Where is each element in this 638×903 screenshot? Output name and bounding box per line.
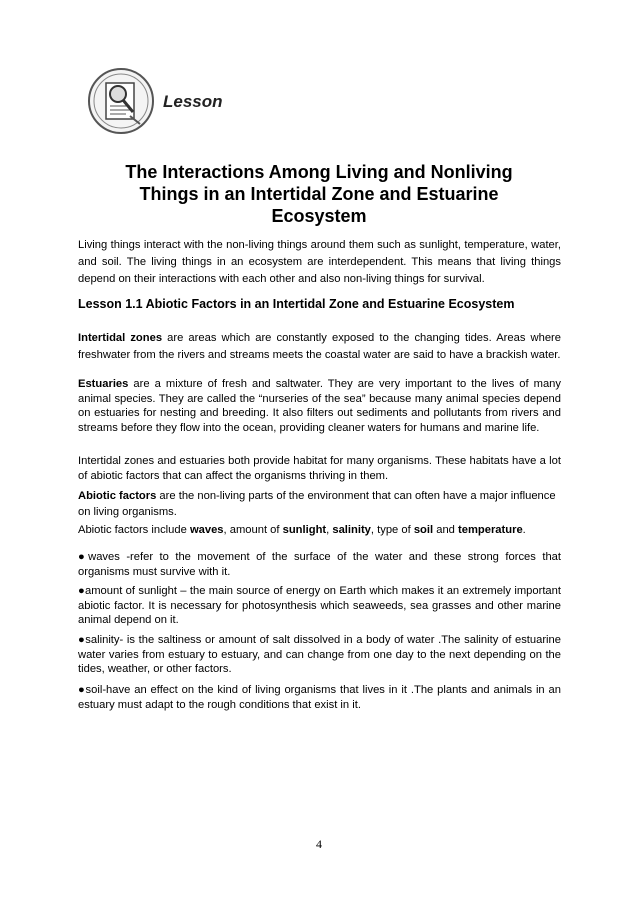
bullet-sunlight: ●amount of sunlight – the main source of energy on Earth which makes it an extremely important abiotic factor. It is necessary for photosynthesis which seaweeds, sea grasses and other marine animal depend on it. <box>78 585 561 627</box>
estuaries-paragraph <box>78 377 561 435</box>
term-waves: waves <box>189 524 224 536</box>
term-soil: soil <box>413 524 434 536</box>
lesson-subheading: Lesson 1.1 Abiotic Factors in an Intertidal Zone and Estuarine Ecosystem <box>78 297 515 311</box>
intertidal-term: Intertidal zones <box>78 332 163 344</box>
abiotic-list-prefix: Abiotic factors include <box>78 524 190 536</box>
abiotic-list-sep: , <box>326 524 333 536</box>
intertidal-paragraph <box>78 330 561 364</box>
habitat-paragraph: Intertidal zones and estuaries both provide habitat for many organisms. These habitats have a lot of abiotic factors that can affect the organisms thriving in them. <box>78 455 561 482</box>
intro-paragraph: Living things interact with the non-living things around them such as sunlight, temperature, water, and soil. The living things in an ecosystem are interdependent. This means that living things depend on their interactions with each other and also non-living things for survival. <box>78 239 561 285</box>
abiotic-definition-paragraph <box>78 488 561 520</box>
lesson-label: Lesson <box>163 92 223 111</box>
term-salinity: salinity <box>332 524 371 536</box>
term-sunlight: sunlight <box>282 524 327 536</box>
estuaries-text: are a mixture of fresh and saltwater. They are very important to the lives of many animal species. They are called the “nurseries of the sea” because many animal species depend on estuaries for nesting and breeding. It also filters out sediments and pollutants from rivers and streams before they flow into the ocean, providing cleaner waters for humans and marine life. <box>78 378 561 434</box>
bullet-soil: ●soil-have an effect on the kind of living organisms that lives in it .The plants and animals in an estuary must adapt to the rough conditions that exist in it. <box>78 684 561 711</box>
abiotic-term: Abiotic factors <box>78 490 157 502</box>
lesson-header <box>86 66 326 136</box>
intertidal-text: are areas which are constantly exposed to the changing tides. Areas where freshwater from the rivers and streams meets the coastal water are said to have a brackish water. <box>78 332 561 361</box>
abiotic-list-end: . <box>522 524 526 536</box>
abiotic-list-paragraph <box>78 523 561 538</box>
term-temperature: temperature <box>458 524 523 536</box>
bullet-waves: ●waves -refer to the movement of the surface of the water and these strong forces that organisms must survive with it. <box>78 551 561 578</box>
page-title: The Interactions Among Living and Nonliving Things in an Intertidal Zone and Estuarine Ecosystem <box>125 162 513 226</box>
estuaries-term: Estuaries <box>78 378 129 390</box>
abiotic-list-sep: and <box>433 524 458 536</box>
abiotic-list-sep: , amount of <box>223 524 283 536</box>
magnifying-glass-document-icon <box>86 66 156 136</box>
page-number: 4 <box>316 837 322 851</box>
bullet-salinity: ●salinity- is the saltiness or amount of salt dissolved in a body of water .The salinity of estuarine water varies from estuary to estuary, and can change from one day to the next depending on the tides, weather, or other factors. <box>78 634 561 676</box>
abiotic-text: are the non-living parts of the environment that can often have a major influence on living organisms. <box>78 490 556 518</box>
abiotic-list-sep: , type of <box>370 524 414 536</box>
